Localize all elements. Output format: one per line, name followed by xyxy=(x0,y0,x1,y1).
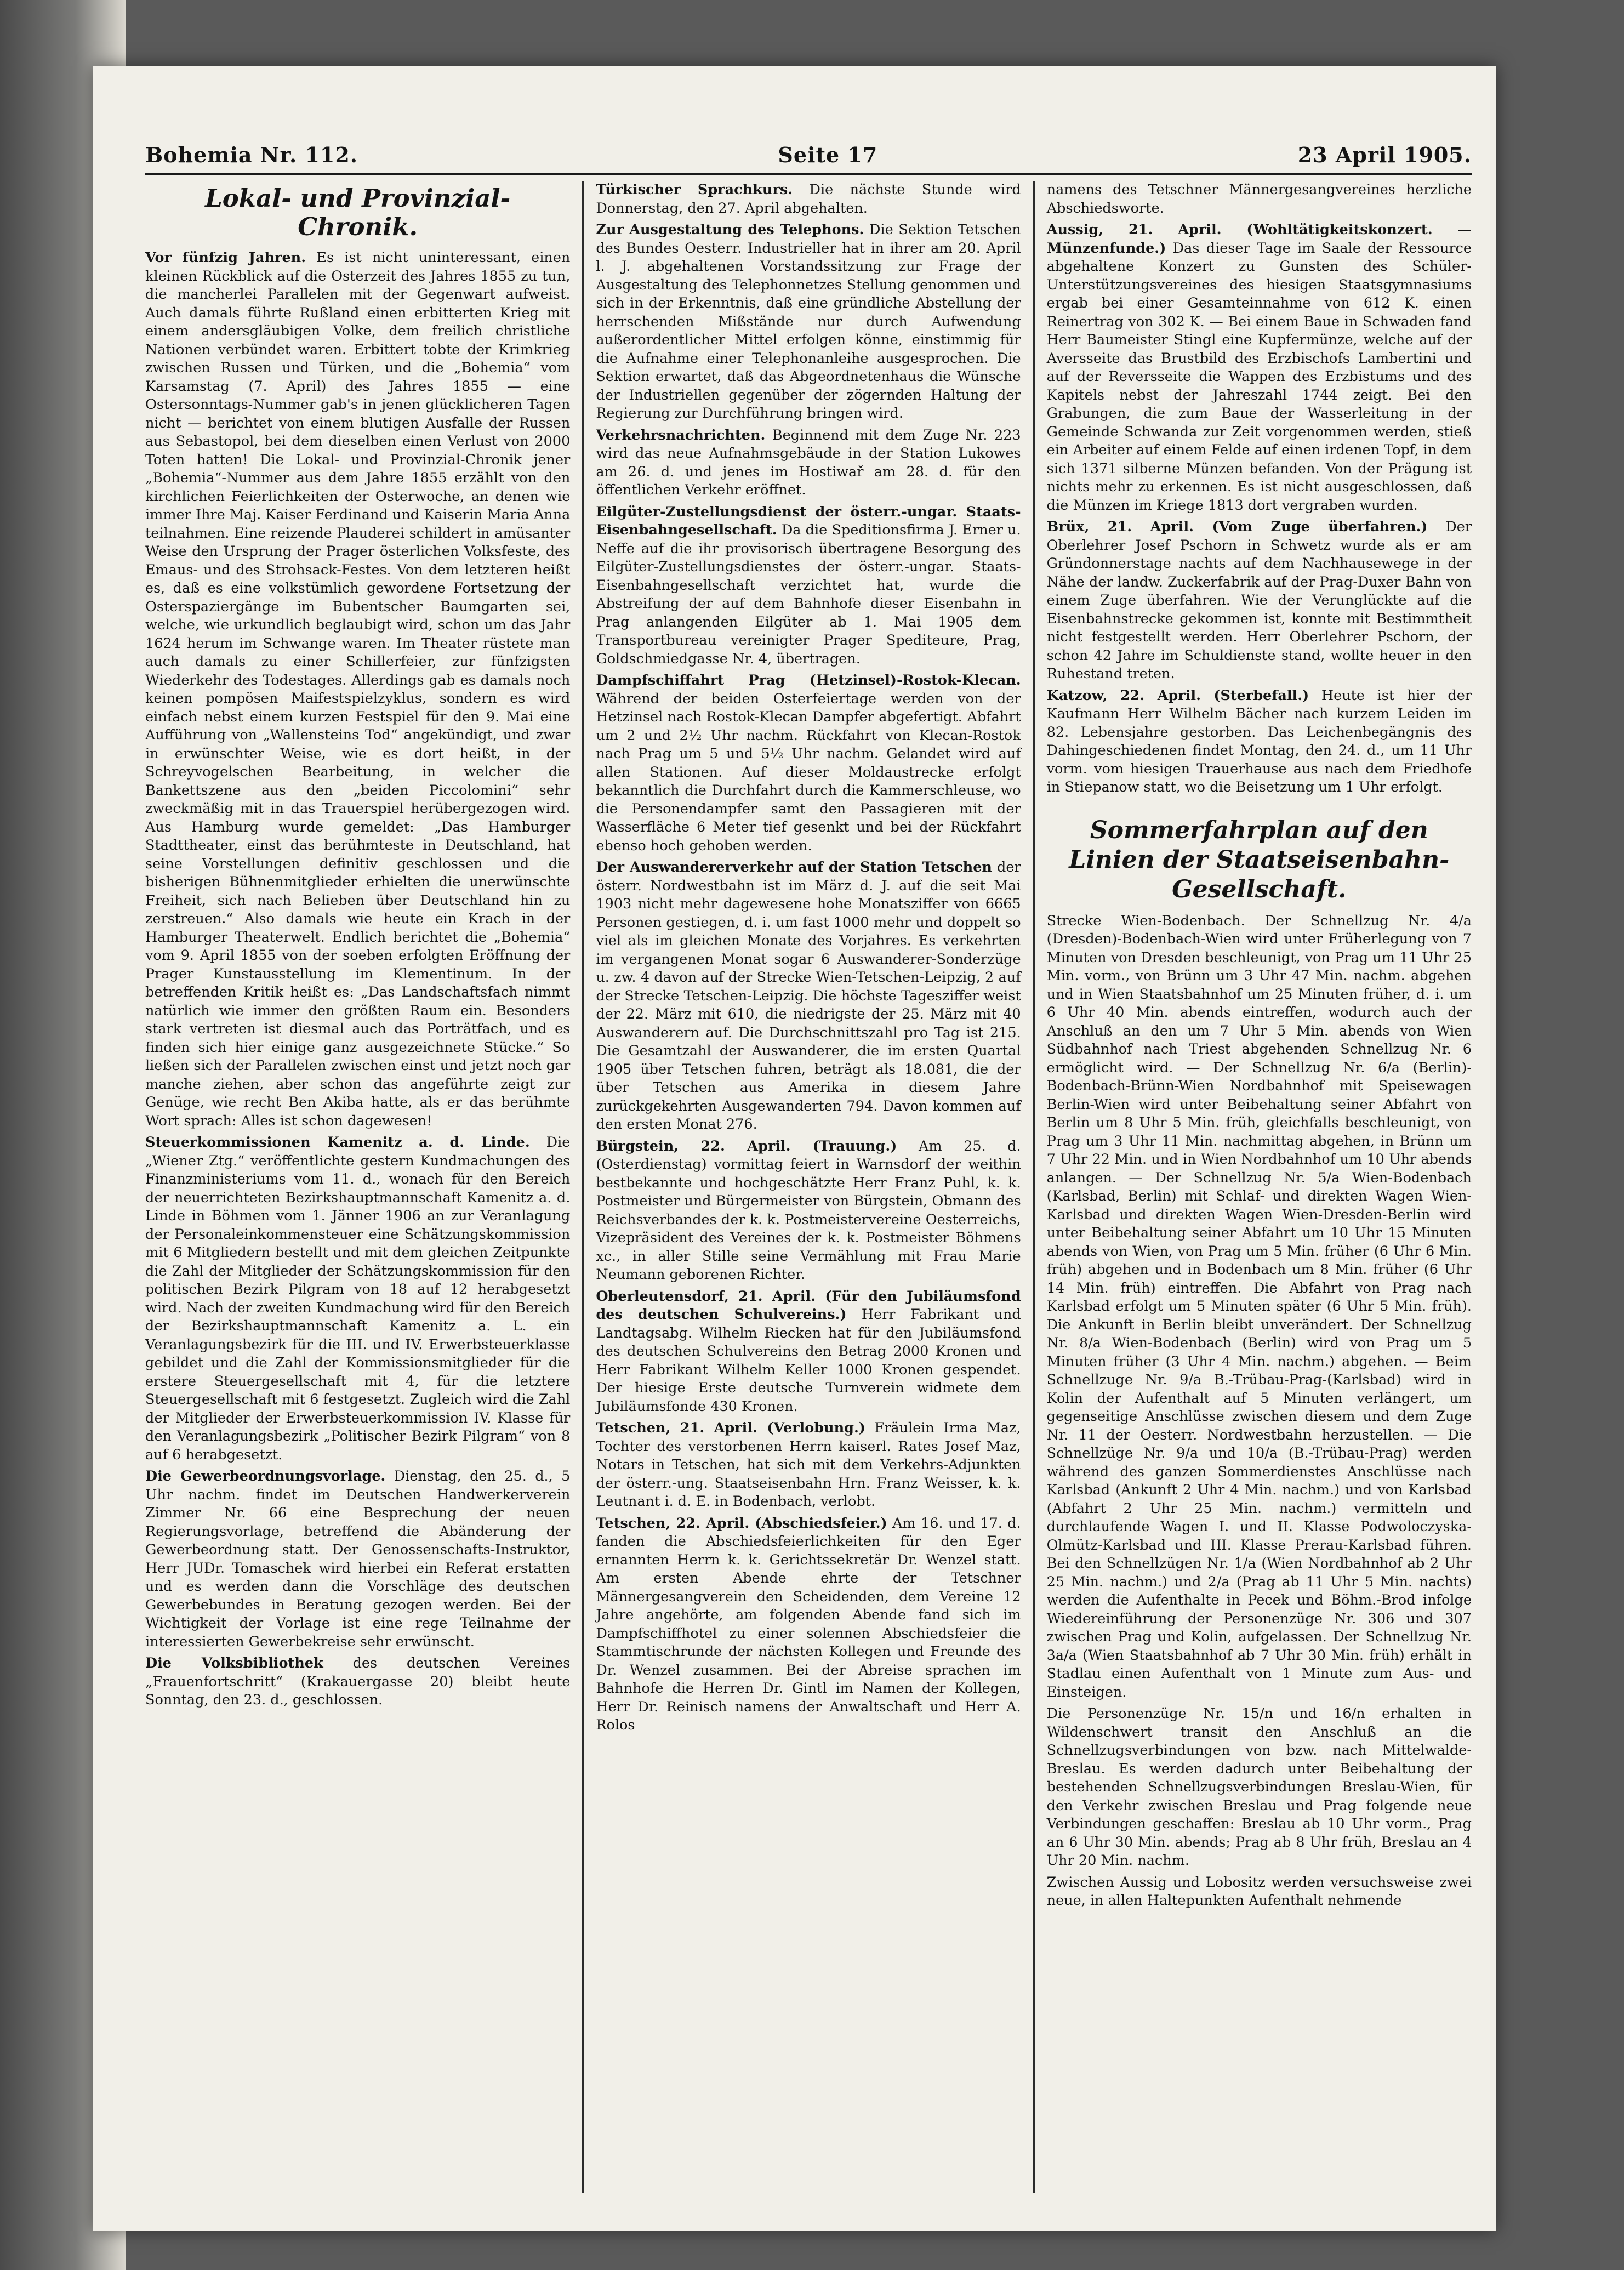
article xyxy=(596,1288,1021,1416)
article-text: Herr Fabrikant und Landtagsabg. Wilhelm Riecken hat für den Jubiläumsfond des deutschen Schulvereins den Betrag 2000 Kronen und Herr Fabrikant Wilhelm Keller 1000 Kronen gespendet. Der hiesige Erste deutsche Turnverein widmete dem Jubiläumsfonde 430 Kronen. xyxy=(596,1306,1021,1415)
article xyxy=(596,503,1021,669)
timetable-text: Strecke Wien-Bodenbach. Der Schnellzug Nr. 4/a (Dresden)-Bodenbach-Wien wird unter Früherlegung von 7 Minuten von Dresden beschleunigt, von Prag um 11 Uhr 25 Min. vorm., von Brünn um 3 Uhr 47 Min. nachm. abgehen und in Wien Staatsbahnhof um 25 Minuten früher, d. i. um 6 Uhr 40 Min. abends eintreffen, wodurch auch der Anschluß an den um 7 Uhr 5 Min. abends von Wien Südbahnhof nach Triest abgehenden Schnellzug Nr. 6 ermöglicht wird. — Der Schnellzug Nr. 6/a (Berlin)-Bodenbach-Brünn-Wien Nordbahnhof mit Speisewagen Berlin-Wien wird unter Beibehaltung seiner Abfahrt von Berlin um 8 Uhr 5 Min. früh, gleichfalls beschleunigt, von Prag um 3 Uhr 11 Min. nachmittag abgehen, in Brünn um 7 Uhr 22 Min. und in Wien Nordbahnhof um 10 Uhr abends anlangen. — Der Schnellzug Nr. 5/a Wien-Bodenbach (Karlsbad, Berlin) mit Schlaf- und direkten Wagen Wien-Karlsbad und direkten Wagen Wien-Dresden-Berlin wird unter Beibehaltung seiner Abfahrt um 10 Uhr 15 Minuten abends von Wien, von Prag um 5 Min. früher (6 Uhr 6 Min. früh) abgehen und in Bodenbach um 8 Min. früher (6 Uhr 14 Min. früh) eintreffen. Die Abfahrt von Prag nach Karlsbad erfolgt um 5 Minuten später (6 Uhr 5 Min. früh). Die Ankunft in Berlin bleibt unverändert. Der Schnellzug Nr. 8/a Wien-Bodenbach (Berlin) wird von Prag um 5 Minuten früher (3 Uhr 4 Min. nachm.) abgehen. — Beim Schnellzuge Nr. 9/a B.-Trübau-Prag-(Karlsbad) wird in Kolin der Aufenthalt auf 5 Minuten verlängert, um gegenseitige Anschlüsse zwischen diesem und dem Zuge Nr. 11 der Oesterr. Nordwestbahn herzustellen. — Die Schnellzüge Nr. 9/a und 10/a (B.-Trübau-Prag) werden während des ganzen Sommerdienstes Anschlüsse nach Karlsbad (Ankunft 2 Uhr 4 Min. nachm.) und von Karlsbad (Abfahrt 2 Uhr 25 Min. nachm.) vermitteln und durchlaufende Wagen I. und II. Klasse Podwoloczyska-Olmütz-Karlsbad und III. Klasse Prerau-Karlsbad führen. Bei den Schnellzügen Nr. 1/a (Wien Nordbahnhof ab 2 Uhr 25 Min. nachm.) und 2/a (Prag ab 11 Uhr 5 Min. nachts) werden die Aufenthalte in Pecek und Böhm.-Brod infolge Wiedereinführung der Personenzüge Nr. 306 und 307 zwischen Prag und Kolin, aufgelassen. Der Schnellzug Nr. 3a/a (Wien Staatsbahnhof ab 7 Uhr 30 Min. früh) erhält in Stadlau einen Aufenthalt von 1 Minute zum Aus- und Einsteigen. xyxy=(1046,912,1472,1700)
header-publication: Bohemia Nr. 112. xyxy=(145,143,358,167)
article-text: Während der beiden Osterfeiertage werden von der Hetzinsel nach Rostok-Klecan Dampfer abgefertigt. Abfahrt um 2 und 2½ Uhr nachm. Rückfahrt von Klecan-Rostok nach Prag um 5 und 5½ Uhr nachm. Gelandet wird auf allen Stationen. Auf dieser Moldaustrecke erfolgt bekanntlich die Durchfahrt durch die Kammerschleuse, wo die Personendampfer samt den Passagieren mit der Wasserfläche 6 Meter tief gesenkt und bei der Rückfahrt ebenso hoch gehoben werden. xyxy=(596,690,1021,854)
article-text: Am 25. d. (Osterdienstag) vormittag feiert in Warnsdorf der weithin bestbekannte und hochgeschätzte Herr Franz Puhl, k. k. Postmeister und Bürgermeister von Bürgstein, Obmann des Reichsverbandes der k. k. Postmeistervereine Oesterreichs, Vizepräsident des Vereines der k. k. Postmeister Böhmens xc., in aller Stille seine Vermählung mit Frau Marie Neumann geborenen Richter. xyxy=(596,1137,1021,1283)
timetable-text: Zwischen Aussig und Lobositz werden versuchsweise zwei neue, in allen Haltepunkten Aufenthalt nehmende xyxy=(1046,1874,1472,1909)
article-text: Da die Speditionsfirma J. Erner u. Neffe auf die ihr provisorisch übertragene Besorgung des Eilgüter-Zustellungsdienstes der österr.-ungar. Staats-Eisenbahngesellschaft verzichtet hat, wurde die Abstreifung der auf dem Bahnhofe dieser Eisenbahn in Prag anlangenden Eilgüter ab 1. Mai 1905 dem Transportbureau vereinigter Prager Spediteure, Prag, Goldschmiedgasse Nr. 4, übertragen. xyxy=(596,522,1021,667)
header-date: 23 April 1905. xyxy=(1297,143,1472,167)
section-title: Lokal- und Provinzial-Chronik. xyxy=(205,184,511,241)
column-3 xyxy=(1033,181,1472,2193)
header-page-number: Seite 17 xyxy=(778,143,878,167)
article-heading: Steuerkommissionen Kamenitz a. d. Linde. xyxy=(145,1134,530,1151)
running-header xyxy=(145,129,1472,175)
article-text: der österr. Nordwestbahn ist im März d. J. auf die seit Mai 1903 nicht mehr dagewesene hohe Monatsziffer von 6665 Personen gestiegen, d. i. um fast 1000 mehr und doppelt so viel als im gleichen Monate des Vorjahres. Es verkehrten im vergangenen Monat sogar 6 Auswanderer-Sonderzüge u. zw. 4 davon auf der Strecke Wien-Tetschen-Leipzig, 2 auf der Strecke Tetschen-Leipzig. Die höchste Tagesziffer weist der 22. März mit 610, die niedrigste der 25. März mit 40 Auswanderern auf. Die Durchschnittszahl pro Tag ist 215. Die Gesamtzahl der Auswanderer, die im ersten Quartal 1905 über Tetschen fuhren, beträgt als 18.081, die der über Tetschen aus Amerika in diesem Jahre zurückgekehrten Ausgewanderten 794. Davon kommen auf den ersten Monat 276. xyxy=(596,859,1021,1133)
section-title-timetable: Sommerfahrplan auf den Linien der Staatseisenbahn-Gesellschaft. xyxy=(1047,807,1472,904)
article xyxy=(596,221,1021,423)
article xyxy=(596,181,1021,218)
article xyxy=(596,1515,1021,1735)
article-heading: Oberleutensdorf, 21. April. (Für den Jubiläumsfond des deutschen Schulvereins.) xyxy=(596,1288,1021,1323)
article-heading: Die Volksbibliothek xyxy=(145,1655,323,1671)
article-heading: Zur Ausgestaltung des Telephons. xyxy=(596,221,864,238)
article-text: Beginnend mit dem Zuge Nr. 223 wird das neue Aufnahmsgebäude in der Station Lukowes am 26. d. und jenes im Hostiwař am 28. d. für den öffentlichen Verkehr eröffnet. xyxy=(596,426,1021,498)
article-heading: Verkehrsnachrichten. xyxy=(596,426,766,443)
article-text: Die nächste Stunde wird Donnerstag, den 27. April abgehalten. xyxy=(596,181,1021,217)
article-heading: Katzow, 22. April. (Sterbefall.) xyxy=(1046,687,1309,704)
article xyxy=(1047,687,1472,797)
article xyxy=(145,1134,570,1464)
article-text: Die Sektion Tetschen des Bundes Oesterr. Industrieller hat in ihrer am 20. April l. J. abgehaltenen Vorstandssitzung zur Frage der Ausgestaltung des Telephonnetzes Stellung genommen und sich in der Erkenntnis, daß eine gründliche Abstellung der herrschenden Mißstände nur durch Aufwendung außerordentlicher Mittel erfolgen könne, einstimmig für die Aufnahme einer Telephonanleihe ausgesprochen. Die Sektion erwartet, daß das Abgeordnetenhaus die Wünsche der Industriellen gegenüber der zögernden Haltung der Regierung zur Durchführung bringen wird. xyxy=(596,221,1021,422)
article xyxy=(145,1467,570,1651)
article-heading: Die Gewerbeordnungsvorlage. xyxy=(145,1468,386,1484)
article xyxy=(596,426,1021,500)
article-text: Es ist nicht uninteressant, einen kleinen Rückblick auf die Osterzeit des Jahres 1855 zu tun, die mancherlei Parallelen mit der Gegenwart aufweist. Auch damals führte Rußland einen erbitterten Krieg mit einem andersgläubigen Volke, dem freilich christliche Nationen verbündet waren. Erbittert tobte der Krimkrieg zwischen Russen und Türken, und die „Bohemia“ vom Karsamstag (7. April) des Jahres 1855 — eine Ostersonntags-Nummer gab's in jenen glücklicheren Tagen nicht — berichtet von einem blutigen Ausfalle der Russen aus Sebastopol, bei dem dieselben einen Verlust von 2000 Toten hatten! Die Lokal- und Provinzial-Chronik jener „Bohemia“-Nummer aus dem Jahre 1855 erzählt von den kirchlichen Feierlichkeiten der Osterwoche, an denen wie immer Ihre Maj. Kaiser Ferdinand und Kaiserin Maria Anna teilnahmen. Eine reizende Plauderei schildert in amüsanter Weise den Ursprung der Prager österlichen Volksfeste, des Emaus- und des Strohsack-Festes. Von dem letzteren heißt es, daß es eine volkstümlich gewordene Fortsetzung der Osterspaziergänge im Bubentscher Baumgarten sei, welche, wie urkundlich beglaubigt wird, schon um das Jahr 1624 herum im Schwange waren. Im Theater rüstete man auch damals zu einer Schillerfeier, zur fünfzigsten Wiederkehr des Todestages. Allerdings gab es damals noch keinen pompösen Maifestspielzyklus, sondern es wird einfach nebst einem kurzen Festspiel für den 9. Mai eine Aufführung von „Wallensteins Tod“ angekündigt, und zwar in erwünschter Weise, wie es dort heißt, in der Schreyvogelschen Bearbeitung, in welcher die Bankettszene aus den „beiden Piccolomini“ sehr zweckmäßig mit in das Trauerspiel herübergezogen wird. Aus Hamburg wurde gemeldet: „Das Hamburger Stadttheater, einst das berühmteste in Deutschland, hat seine Vorstellungen definitiv geschlossen und die bisherigen Bühnenmitglieder erhielten die unerwünschte Freiheit, sich nach Belieben über Deutschland hin zu zerstreuen.“ Also damals wie heute ein Krach in der Hamburger Theaterwelt. Endlich berichtet die „Bohemia“ vom 9. April 1855 von der soeben erfolgten Eröffnung der Prager Kunstausstellung im Klementinum. In der betreffenden Kritik heißt es: „Das Landschaftsfach nimmt natürlich wie immer den größten Raum ein. Besonders stark vertreten ist diesmal auch das Porträtfach, und es finden sich hier einige ganz ausgezeichnete Stücke.“ So ließen sich der Parallelen zwischen einst und jetzt noch gar manche ziehen, aber schon das angeführte zeigt zur Genüge, wie recht Ben Akiba hatte, als er das berühmte Wort sprach: Alles ist schon dagewesen! xyxy=(145,249,571,1129)
article xyxy=(1047,518,1472,684)
article xyxy=(596,1137,1021,1284)
article-text: Fräulein Irma Maz, Tochter des verstorbenen Herrn kaiserl. Rates Josef Maz, Notars in Tetschen, hat sich mit dem Verkehrs-Adjunkten der österr.-ung. Staatseisenbahn Hrn. Franz Weisser, k. k. Leutnant i. d. E. in Bodenbach, verlobt. xyxy=(596,1420,1021,1510)
article xyxy=(596,672,1021,855)
article-heading: Dampfschiffahrt Prag (Hetzinsel)-Rostok-Klecan. xyxy=(596,672,1021,689)
article-heading: Tetschen, 21. April. (Verlobung.) xyxy=(596,1420,865,1436)
article-text: Dienstag, den 25. d., 5 Uhr nachm. findet im Deutschen Handwerkerverein Zimmer Nr. 66 eine Besprechung der neuen Regierungsvorlage, betreffend die Abänderung der Gewerbeordnung statt. Der Genossenschafts-Instruktor, Herr JUDr. Tomaschek wird hierbei ein Referat erstatten und es werden dann die Vorschläge des deutschen Gewerbebundes in Beratung gezogen werden. Bei der Wichtigkeit der Vorlage ist eine rege Teilnahme der interessierten Gewerbekreise sehr erwünscht. xyxy=(145,1468,571,1650)
article-heading: Türkischer Sprachkurs. xyxy=(596,181,793,198)
article-text: Das dieser Tage im Saale der Ressource abgehaltene Konzert zu Gunsten des Schüler-Unterstützungsvereines des hiesigen Staatsgymnasiums ergab bei einer Gesamteinnahme von 612 K. einen Reinertrag von 302 K. — Bei einem Baue in Schwaden fand Herr Baumeister Stingl eine Kupfermünze, welche auf der Aversseite das Brustbild des Erzbischofs Lambertini und auf der Reversseite die Wappen des Erzbistums und des Kapitels nebst der Jahreszahl 1744 zeigt. Bei den Grabungen, die zum Baue der Wasserleitung in der Gemeinde Schwanda zur Zeit vorgenommen werden, stieß ein Arbeiter auf einem Felde auf einen irdenen Topf, in dem sich 1371 silberne Münzen befanden. Von der Prägung ist nichts mehr zu erkennen. Es ist nicht ausgeschlossen, daß die Münzen im Kriege 1813 dort vergraben wurden. xyxy=(1046,240,1472,514)
article-heading: Der Auswandererverkehr auf der Station Tetschen xyxy=(596,859,992,875)
article xyxy=(145,1654,570,1710)
article-heading: Vor fünfzig Jahren. xyxy=(145,249,306,266)
article-text: des deutschen Vereines „Frauenfortschritt“ (Krakauergasse 20) bleibt heute Sonntag, den 23. d., geschlossen. xyxy=(145,1655,571,1708)
article-heading: Eilgüter-Zustellungsdienst der österr.-ungar. Staats-Eisenbahngesellschaft. xyxy=(596,503,1021,538)
article-heading: Bürgstein, 22. April. (Trauung.) xyxy=(596,1137,897,1154)
timetable-text: Die Personenzüge Nr. 15/n und 16/n erhalten in Wildenschwert transit den Anschluß an die Schnellzugsverbindungen von bzw. nach Mittelwalde-Breslau. Es werden dadurch unter Beibehaltung der bestehenden Schnellzugsverbindungen Breslau-Wien, für den Verkehr zwischen Breslau und Prag folgende neue Verbindungen geschaffen: Breslau ab 10 Uhr vorm., Prag an 6 Uhr 30 Min. abends; Prag ab 8 Uhr früh, Breslau an 4 Uhr 20 Min. nachm. xyxy=(1046,1705,1472,1869)
column-1 xyxy=(145,181,582,2193)
article-heading: Tetschen, 22. April. (Abschiedsfeier.) xyxy=(596,1515,887,1532)
article-heading: Brüx, 21. April. (Vom Zuge überfahren.) xyxy=(1046,519,1428,535)
article-text: Am 16. und 17. d. fanden die Abschiedsfeierlichkeiten für den Eger ernannten Herrn k. k. Gerichtssekretär Dr. Wenzel statt. Am ersten Abende ehrte der Tetschner Männergesangverein den Scheidenden, dem Vereine 12 Jahre angehörte, am folgenden Abende fand sich im Dampfschiffhotel zu einer solennen Abschiedsfeier die Stammtischrunde der nächsten Kollegen und Freunde des Dr. Wenzel zusammen. Bei der Abreise sprachen im Bahnhofe die Herren Dr. Gintl im Namen der Kollegen, Herr Dr. Reinisch namens der Anwaltschaft und Herr A. Rolos xyxy=(596,1515,1021,1733)
article xyxy=(596,1419,1021,1511)
article-continuation: namens des Tetschner Männergesangvereines herzliche Abschiedsworte. xyxy=(1046,181,1472,217)
newspaper-page xyxy=(93,66,1496,2231)
article xyxy=(596,858,1021,1134)
article xyxy=(1047,221,1472,515)
article-text: Der Oberlehrer Josef Pschorn in Schwetz wurde als er am Gründonnerstage nachts auf dem Nachhausewege in der Nähe der landw. Zuckerfabrik auf der Prag-Duxer Bahn von einem Zuge überfahren. Wie der Verunglückte auf die Eisenbahnstrecke gekommen ist, konnte mit Bestimmtheit nicht festgestellt werden. Herr Oberlehrer Pschorn, der schon 42 Jahre im Schuldienste stand, wollte heuer in den Ruhestand treten. xyxy=(1046,519,1472,682)
article-heading: Aussig, 21. April. (Wohltätigkeitskonzert. — Münzenfunde.) xyxy=(1046,221,1472,257)
article xyxy=(145,249,570,1130)
article-columns xyxy=(145,181,1472,2193)
article-text: Die „Wiener Ztg.“ veröffentlichte gestern Kundmachungen des Finanzministeriums vom 11. d., wonach für den Bereich der neuerrichteten Bezirkshauptmannschaft Kamenitz a. d. Linde in Böhmen vom 1. Jänner 1906 an zur Veranlagung der Personaleinkommensteuer eine Schätzungskommission mit 6 Mitgliedern bestellt und mit dem gleichen Zeitpunkte die Zahl der Mitglieder der Schätzungskommission für den politischen Bezirk Pilgram von 18 auf 12 herabgesetzt wird. Nach der zweiten Kundmachung wird für den Bereich der Bezirkshauptmannschaft Kamenitz a. L. ein Veranlagungsbezirk für die III. und IV. Erwerbsteuerklasse gebildet und die Zahl der Kommissionsmitglieder für die erstere Steuergesellschaft mit 4, für die letztere Steuergesellschaft mit 6 festgesetzt. Zugleich wird die Zahl der Mitglieder der Erwerbsteuerkommission IV. Klasse für den Veranlagungsbezirk „Politischer Bezirk Pilgram“ von 8 auf 6 herabgesetzt. xyxy=(145,1134,571,1463)
article-text: Heute ist hier der Kaufmann Herr Wilhelm Bächer nach kurzem Leiden im 82. Lebensjahre gestorben. Das Leichenbegängnis des Dahingeschiedenen findet Montag, den 24. d., um 11 Uhr vorm. vom hiesigen Trauerhause aus nach dem Friedhofe in Stiepanow statt, wo die Beisetzung um 1 Uhr erfolgt. xyxy=(1046,687,1472,795)
column-2 xyxy=(582,181,1033,2193)
